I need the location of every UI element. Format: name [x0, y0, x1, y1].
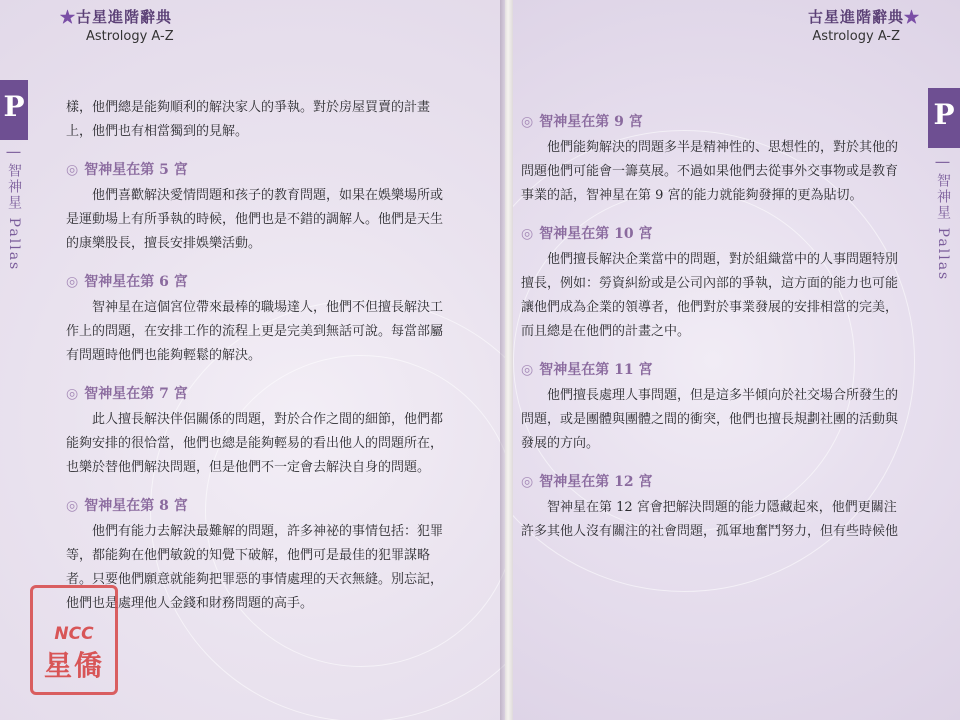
section-heading-text: 智神星在第 9 宮 — [539, 114, 643, 130]
publisher-stamp — [30, 585, 118, 695]
running-head-left — [60, 6, 174, 44]
body-line: 問題他們可能會一籌莫展。不過如果他們去從事外交事物或是教育 — [521, 164, 899, 179]
body-line: 也樂於替他們解決問題，但是他們不一定會去解決自身的問題。 — [66, 460, 431, 475]
book-title-zh: 古星進階辭典 — [808, 8, 905, 26]
body-line: 作上的問題，在安排工作的流程上更是完美到無話可說。每當部屬 — [66, 324, 444, 339]
body-line: 擅長，例如：勞資糾紛或是公司內部的爭執，這方面的能力也可能 — [521, 276, 899, 291]
book-title-zh: 古星進階辭典 — [76, 8, 173, 26]
bullet-icon: ◎ — [66, 274, 79, 290]
side-label-left: | 智神星 Pallas — [6, 150, 22, 272]
bullet-icon: ◎ — [521, 114, 534, 130]
section-heading — [521, 470, 898, 494]
bullet-icon: ◎ — [66, 162, 79, 178]
bullet-icon: ◎ — [66, 386, 79, 402]
body-line: 智神星在這個宮位帶來最棒的職場達人，他們不但擅長解決工 — [92, 300, 444, 315]
body-line: 他們擅長處理人事問題，但是這多半傾向於社交場合所發生的 — [547, 388, 899, 403]
section-heading-text: 智神星在第 8 宮 — [84, 498, 188, 514]
right-text — [521, 96, 898, 544]
book-title-en: Astrology A-Z — [812, 29, 901, 44]
section-heading — [521, 358, 898, 382]
section-heading — [66, 158, 443, 182]
stamp-ncc: NCC — [54, 624, 94, 644]
section-tab-left — [0, 80, 28, 140]
stamp-name: 星僑 — [43, 649, 104, 682]
body-line: 他們喜歡解決愛情問題和孩子的教育問題，如果在娛樂場所或 — [92, 188, 444, 203]
bullet-icon: ◎ — [66, 498, 79, 514]
body-line: 智神星在第 12 宮會把解決問題的能力隱藏起來，他們更關注 — [547, 500, 897, 515]
bullet-icon: ◎ — [521, 362, 534, 378]
body-line: 能夠安排的很恰當，他們也總是能夠輕易的看出他人的問題所在， — [66, 436, 444, 451]
section-heading-text: 智神星在第 5 宮 — [84, 162, 188, 178]
body-line: 他們能夠解決的問題多半是精神性的、思想性的，對於其他的 — [547, 140, 899, 155]
body-line: 讓他們成為企業的領導者，他們對於事業發展的安排相當的完美， — [521, 300, 899, 315]
bullet-icon: ◎ — [521, 226, 534, 242]
section-heading-text: 智神星在第 6 宮 — [84, 274, 188, 290]
section-heading — [521, 222, 898, 246]
star-icon: ★ — [904, 8, 921, 26]
section-heading — [66, 270, 443, 294]
section-heading — [66, 494, 443, 518]
running-head-right — [808, 6, 920, 44]
left-sections — [66, 158, 443, 616]
body-line: 的康樂股長，擅長安排娛樂活動。 — [66, 236, 262, 251]
body-line: 者。只要他們願意就能夠把罪惡的事情處理的天衣無縫。別忘記， — [66, 572, 444, 587]
body-line: 樣，他們總是能夠順利的解決家人的爭執。對於房屋買賣的計畫 — [66, 100, 431, 115]
section-heading-text: 智神星在第 12 宮 — [539, 474, 653, 490]
section-heading-text: 智神星在第 7 宮 — [84, 386, 188, 402]
left-text — [66, 96, 443, 616]
book-title-en: Astrology A-Z — [86, 29, 174, 44]
section-heading — [521, 110, 898, 134]
tab-letter: P — [3, 90, 25, 123]
body-line: 等，都能夠在他們敏銳的知覺下破解，他們可是最佳的犯罪謀略 — [66, 548, 431, 563]
bullet-icon: ◎ — [521, 474, 534, 490]
body-line: 事業的話，智神星在第 9 宮的能力就能夠發揮的更為貼切。 — [521, 188, 863, 203]
body-line: 他們有能力去解決最難解的問題，許多神祕的事情包括：犯罪 — [92, 524, 444, 539]
side-label-right: | 智神星 Pallas — [935, 160, 951, 282]
section-heading-text: 智神星在第 10 宮 — [539, 226, 653, 242]
body-line: 有問題時他們也能夠輕鬆的解決。 — [66, 348, 262, 363]
body-line: 發展的方向。 — [521, 436, 600, 451]
section-tab-right — [928, 88, 960, 148]
body-line: 他們擅長解決企業當中的問題，對於組織當中的人事問題特別 — [547, 252, 899, 267]
section-heading-text: 智神星在第 11 宮 — [539, 362, 653, 378]
tab-letter: P — [933, 98, 955, 131]
body-line: 上，他們也有相當獨到的見解。 — [66, 124, 249, 139]
right-sections — [521, 110, 898, 544]
right-page — [513, 0, 960, 720]
body-line: 是運動場上有所爭執的時候，他們也是不錯的調解人。他們是天生 — [66, 212, 444, 227]
body-line: 問題，或是團體與團體之間的衝突，他們也擅長規劃社團的活動與 — [521, 412, 899, 427]
star-icon: ★ — [60, 8, 77, 26]
body-line: 許多其他人沒有關注的社會問題，孤軍地奮鬥努力，但有些時候他 — [521, 524, 899, 539]
body-line: 而且總是在他們的計畫之中。 — [521, 324, 691, 339]
body-line: 他們也是處理他人金錢和財務問題的高手。 — [66, 596, 314, 611]
intro-paragraph — [66, 96, 443, 144]
body-line: 此人擅長解決伴侶關係的問題，對於合作之間的細節，他們都 — [92, 412, 444, 427]
section-heading — [66, 382, 443, 406]
